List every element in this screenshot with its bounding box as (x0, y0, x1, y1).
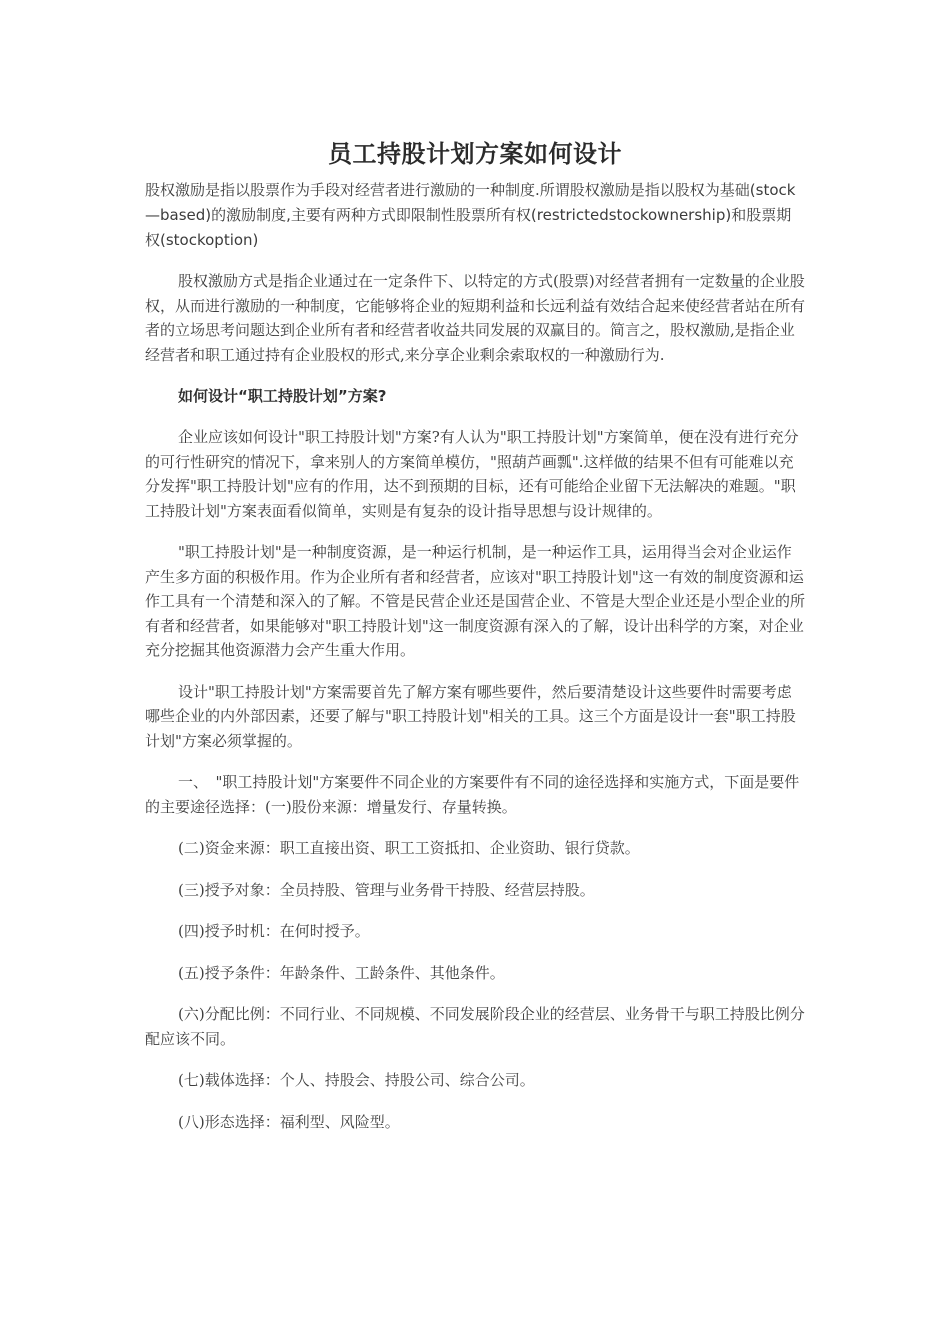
paragraph-definition: 股权激励方式是指企业通过在一定条件下、以特定的方式(股票)对经营者拥有一定数量的企业股权，从而进行激励的一种制度，它能够将企业的短期利益和长远利益有效结合起来使经营者站在所有者的立场思考问题达到企业所有者和经营者收益共同发展的双赢目的。简言之，股权激励,是指企业经营者和职工通过持有企业股权的形式,来分享企业剩余索取权的一种激励行为. (145, 272, 806, 364)
document-title: 员工持股计划方案如何设计 (328, 140, 622, 168)
list-item: (三)授予对象：全员持股、管理与业务骨干持股、经营层持股。 (178, 880, 595, 899)
paragraph-body-3: 设计"职工持股计划"方案需要首先了解方案有哪些要件，然后要清楚设计这些要件时需要考虑哪些企业的内外部因素，还要了解与"职工持股计划"相关的工具。这三个方面是设计一套"职工持股计划"方案必须掌握的。 (145, 682, 796, 750)
list-item: (五)授予条件：年龄条件、工龄条件、其他条件。 (178, 963, 505, 982)
section-heading: 如何设计“职工持股计划”方案? (178, 387, 387, 405)
list-item: (二)资金来源：职工直接出资、职工工资抵扣、企业资助、银行贷款。 (178, 839, 640, 857)
document-page (145, 130, 805, 1151)
paragraph-body-2: "职工持股计划"是一种制度资源，是一种运行机制，是一种运作工具，运用得当会对企业运作产生多方面的积极作用。作为企业所有者和经营者，应该对"职工持股计划"这一有效的制度资源和运作工具有一个清楚和深入的了解。不管是民营企业还是国营企业、不管是大型企业还是小型企业的所有者和经营者，如果能够对"职工持股计划"这一制度资源有深入的了解，设计出科学的方案，对企业充分挖掘其他资源潜力会产生重大作用。 (145, 543, 806, 659)
paragraph-body-4: 一、 "职工持股计划"方案要件不同企业的方案要件有不同的途径选择和实施方式，下面是要件的主要途径选择：(一)股份来源：增量发行、存量转换。 (145, 773, 800, 816)
list-item: (七)载体选择：个人、持股会、持股公司、综合公司。 (178, 1071, 535, 1089)
paragraph-body-1: 企业应该如何设计"职工持股计划"方案?有人认为"职工持股计划"方案简单，便在没有进行充分的可行性研究的情况下，拿来别人的方案简单模仿，"照葫芦画瓢".这样做的结果不但有可能难以充分发挥"职工持股计划"应有的作用，达不到预期的目标，还有可能给企业留下无法解决的难题。"职工持股计划"方案表面看似简单，实则是有复杂的设计指导思想与设计规律的。 (145, 428, 799, 520)
list-item: (六)分配比例：不同行业、不同规模、不同发展阶段企业的经营层、业务骨干与职工持股比例分配应该不同。 (145, 1005, 805, 1048)
list-item: (八)形态选择：福利型、风险型。 (178, 1112, 400, 1131)
list-item: (四)授予时机：在何时授予。 (178, 922, 370, 940)
intro-paragraph: 股权激励是指以股票作为手段对经营者进行激励的一种制度.所谓股权激励是指以股权为基础(stock—based)的激励制度,主要有两种方式即限制性股票所有权(restrictedstockownership)和股票期权(stockoption) (145, 181, 796, 249)
